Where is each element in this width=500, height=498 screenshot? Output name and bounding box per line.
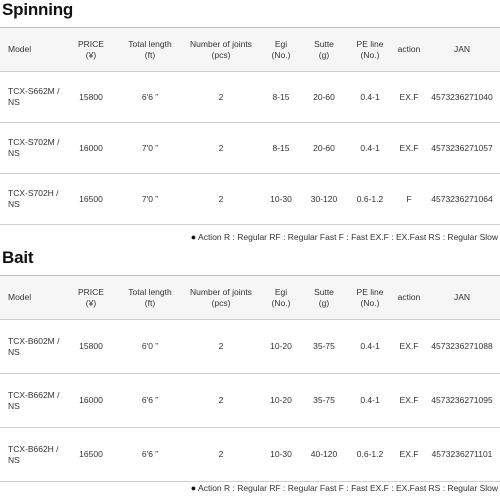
price-cell: 16500 xyxy=(64,174,118,225)
action-cell: EX.F xyxy=(394,428,424,482)
header-sutte-unit: (g) xyxy=(318,49,330,60)
sutte-cell: 40-120 xyxy=(302,428,346,482)
jan-cell: 4573236271095 xyxy=(424,374,500,428)
table-header-row xyxy=(0,276,500,320)
header-sutte-label: Sutte xyxy=(314,38,334,49)
header-egi xyxy=(260,276,302,320)
jan-cell: 4573236271057 xyxy=(424,123,500,174)
joints-cell: 2 xyxy=(182,174,260,225)
header-pe-label: PE line xyxy=(356,286,384,297)
model-cell: TCX-S662M / NS xyxy=(0,72,64,123)
header-sutte-label: Sutte xyxy=(314,286,334,297)
header-action: action xyxy=(394,276,424,320)
pe-cell: 0.4-1 xyxy=(346,320,394,374)
sutte-cell: 35-75 xyxy=(302,374,346,428)
header-jan: JAN xyxy=(424,276,500,320)
header-length xyxy=(118,276,182,320)
header-price xyxy=(64,28,118,72)
egi-cell: 10-20 xyxy=(260,374,302,428)
price-cell: 16000 xyxy=(64,123,118,174)
header-sutte xyxy=(302,276,346,320)
spinning-action-legend xyxy=(0,232,500,242)
header-price-label: PRICE xyxy=(78,38,104,49)
table-row xyxy=(0,123,500,174)
spinning-spec-table xyxy=(0,27,500,225)
egi-cell: 8-15 xyxy=(260,72,302,123)
pe-cell: 0.6-1.2 xyxy=(346,174,394,225)
egi-cell: 10-30 xyxy=(260,428,302,482)
sutte-cell: 30-120 xyxy=(302,174,346,225)
header-egi xyxy=(260,28,302,72)
price-cell: 16500 xyxy=(64,428,118,482)
header-joints-label: Number of joints xyxy=(190,38,252,49)
header-egi-unit: (No.) xyxy=(271,49,291,60)
spinning-note-text: Action R : Regular RF : Regular Fast F : Fast EX.F : EX.Fast RS : Regular Slow xyxy=(198,232,498,242)
header-egi-label: Egi xyxy=(274,38,288,49)
pe-cell: 0.6-1.2 xyxy=(346,428,394,482)
table-row xyxy=(0,72,500,123)
table-row xyxy=(0,174,500,225)
joints-cell: 2 xyxy=(182,428,260,482)
header-pe-label: PE line xyxy=(356,38,384,49)
length-cell: 6'6 ” xyxy=(118,374,182,428)
header-length-unit: (ft) xyxy=(144,49,156,60)
header-price-label: PRICE xyxy=(78,286,104,297)
egi-cell: 10-20 xyxy=(260,320,302,374)
sutte-cell: 20-60 xyxy=(302,123,346,174)
model-cell: TCX-S702M / NS xyxy=(0,123,64,174)
jan-cell: 4573236271064 xyxy=(424,174,500,225)
price-cell: 16000 xyxy=(64,374,118,428)
header-joints-unit: (pcs) xyxy=(211,297,231,308)
pe-cell: 0.4-1 xyxy=(346,374,394,428)
action-cell: EX.F xyxy=(394,72,424,123)
joints-cell: 2 xyxy=(182,320,260,374)
action-cell: F xyxy=(394,174,424,225)
header-price-unit: (¥) xyxy=(85,297,97,308)
joints-cell: 2 xyxy=(182,374,260,428)
pe-cell: 0.4-1 xyxy=(346,123,394,174)
model-cell: TCX-B602M / NS xyxy=(0,320,64,374)
header-joints-unit: (pcs) xyxy=(211,49,231,60)
header-joints xyxy=(182,276,260,320)
header-sutte-unit: (g) xyxy=(318,297,330,308)
bait-spec-table xyxy=(0,275,500,482)
header-pe-unit: (No.) xyxy=(360,49,380,60)
model-cell: TCX-S702H / NS xyxy=(0,174,64,225)
bait-action-legend xyxy=(0,483,500,493)
length-cell: 6'6 ” xyxy=(118,428,182,482)
model-cell: TCX-B662M / NS xyxy=(0,374,64,428)
header-length-unit: (ft) xyxy=(144,297,156,308)
header-egi-unit: (No.) xyxy=(271,297,291,308)
price-cell: 15800 xyxy=(64,320,118,374)
header-length xyxy=(118,28,182,72)
egi-cell: 8-15 xyxy=(260,123,302,174)
header-model: Model xyxy=(0,276,64,320)
header-egi-label: Egi xyxy=(274,286,288,297)
bait-note-text: Action R : Regular RF : Regular Fast F : Fast EX.F : EX.Fast RS : Regular Slow xyxy=(198,483,498,493)
header-joints-label: Number of joints xyxy=(190,286,252,297)
header-pe-unit: (No.) xyxy=(360,297,380,308)
header-jan: JAN xyxy=(424,28,500,72)
joints-cell: 2 xyxy=(182,123,260,174)
table-header-row xyxy=(0,28,500,72)
spinning-title: Spinning xyxy=(2,0,74,19)
header-model: Model xyxy=(0,28,64,72)
length-cell: 7'0 ” xyxy=(118,123,182,174)
action-cell: EX.F xyxy=(394,320,424,374)
header-price-unit: (¥) xyxy=(85,49,97,60)
length-cell: 6'6 ” xyxy=(118,72,182,123)
sutte-cell: 20-60 xyxy=(302,72,346,123)
bait-title: Bait xyxy=(2,248,34,267)
sutte-cell: 35-75 xyxy=(302,320,346,374)
length-cell: 6'0 ” xyxy=(118,320,182,374)
header-action: action xyxy=(394,28,424,72)
header-sutte xyxy=(302,28,346,72)
table-row xyxy=(0,428,500,482)
action-cell: EX.F xyxy=(394,123,424,174)
header-joints xyxy=(182,28,260,72)
action-cell: EX.F xyxy=(394,374,424,428)
header-pe-line xyxy=(346,28,394,72)
bullet-icon: ● xyxy=(190,483,197,493)
jan-cell: 4573236271040 xyxy=(424,72,500,123)
model-cell: TCX-B662H / NS xyxy=(0,428,64,482)
header-pe-line xyxy=(346,276,394,320)
pe-cell: 0.4-1 xyxy=(346,72,394,123)
table-row xyxy=(0,374,500,428)
header-price xyxy=(64,276,118,320)
table-row xyxy=(0,320,500,374)
header-length-label: Total length xyxy=(128,38,172,49)
egi-cell: 10-30 xyxy=(260,174,302,225)
bullet-icon: ● xyxy=(190,232,197,242)
joints-cell: 2 xyxy=(182,72,260,123)
price-cell: 15800 xyxy=(64,72,118,123)
length-cell: 7'0 ” xyxy=(118,174,182,225)
jan-cell: 4573236271088 xyxy=(424,320,500,374)
header-length-label: Total length xyxy=(128,286,172,297)
jan-cell: 4573236271101 xyxy=(424,428,500,482)
